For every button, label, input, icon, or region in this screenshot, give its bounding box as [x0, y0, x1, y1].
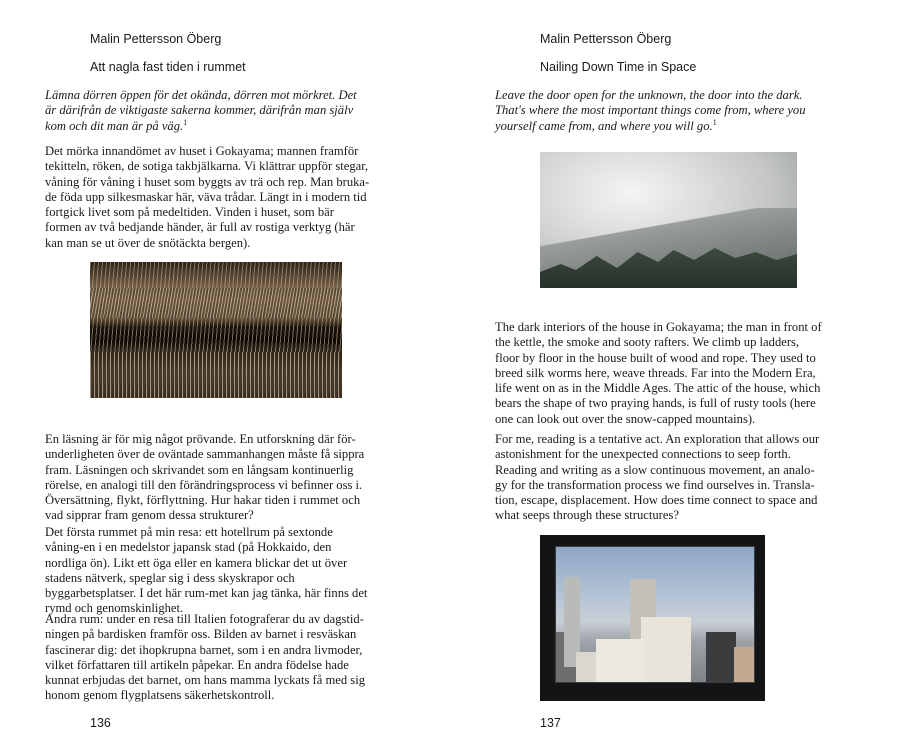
building: [734, 647, 754, 682]
paragraph: En läsning är för mig något prövande. En utforskning där för-underligheten över de oväntade sammanhangen måste få sippra fram. Läsningen och skrivandet som en långsam kontinuerlig rörelse, en analogi till den förändringsprocess vi befinner oss i. Översättning, flykt, förflyttning. Hur hakar tiden i rummet och vad sipprar fram genom dessa strukturer?: [45, 432, 365, 523]
paragraph: Andra rum: under en resa till Italien fotograferar du av dagstid-ningen på bardisken framför oss. Bilden av barnet i resväskan fascinerar dig: det ihopkrupna barnet, som i en andra livmoder, vilket författaren till artikeln påpekar. En andra födelse hade kunnat erbjudas det barnet, om hans mamma lyckats få med sig honom genom flygplatsens säkerhetskontroll.: [45, 612, 366, 703]
window-pane: [555, 546, 755, 683]
epigraph-text: Lämna dörren öppen för det okända, dörren mot mörkret. Det är därifrån de viktigaste sakerna kommer, därifrån man själv kom och dit man är på väg.: [45, 88, 357, 133]
photo-detail: [90, 288, 342, 318]
footnote-marker: 1: [183, 117, 188, 127]
paragraph: The dark interiors of the house in Gokayama; the man in front of the kettle, the smoke and sooty rafters. We climb up ladders, floor by floor in the house built of wood and rope. They used to breed silk worms here, weave threads. Far into the Modern Era, life went on as in the Middle Ages. The attic of the house, which bears the shape of two praying hands, is full of rusty tools (here one can look out over the snow-capped mountains).: [495, 320, 822, 426]
running-head-title: Att nagla fast tiden i rummet: [90, 60, 246, 74]
footnote-marker: 1: [712, 117, 717, 127]
photo-rafters: [90, 262, 342, 398]
paragraph: Det mörka innandömet av huset i Gokayama; mannen framför tekitteln, röken, de sotiga takbjälkarna. Vi klättrar uppför stegar, våning för våning i huset som byggts av trä och rep. Man bruka-de föda upp silkesmaskar här, väva trådar. Längt in i modern tid fortgick livet som på medeltiden. Vinden i huset, som bär formen av två bedjande händer, är full av rostiga verktyg (här kan man se ut över de snötäckta bergen).: [45, 144, 370, 250]
epigraph-text: Leave the door open for the unknown, the door into the dark. That's where the most important things come from, where you yourself came from, and where you will go.: [495, 88, 806, 133]
building: [706, 632, 736, 682]
building: [576, 652, 598, 682]
running-head-author: Malin Pettersson Öberg: [90, 32, 222, 46]
paragraph: Det första rummet på min resa: ett hotellrum på sextonde våning-en i en medelstor japansk stad (på Hokkaido, den nordliga ön). Likt ett öga eller en kamera blickar det ut över stadens nätverk, speglar sig i dess skyskrapor och byggarbetsplatser. I det här rum-met kan jag tänka, här finns det rymd och genomskinlighet.: [45, 525, 368, 616]
paragraph: For me, reading is a tentative act. An exploration that allows our astonishment for the unexpected connections to seep forth. Reading and writing as a slow continuous movement, an analo-gy for the transformation process we find ourselves in. Transla-tion, escape, displacement. How does time connect to space and what seeps through these structures?: [495, 432, 820, 523]
running-head-author: Malin Pettersson Öberg: [540, 32, 672, 46]
photo-misty-mountain: [540, 152, 797, 288]
photo-detail: [90, 352, 342, 398]
epigraph: [45, 88, 370, 134]
page-number: 137: [540, 716, 561, 730]
running-head-title: Nailing Down Time in Space: [540, 60, 697, 74]
photo-city-window: [540, 535, 765, 701]
building: [596, 639, 644, 682]
page-number: 136: [90, 716, 111, 730]
building: [641, 617, 691, 682]
epigraph: [495, 88, 825, 134]
